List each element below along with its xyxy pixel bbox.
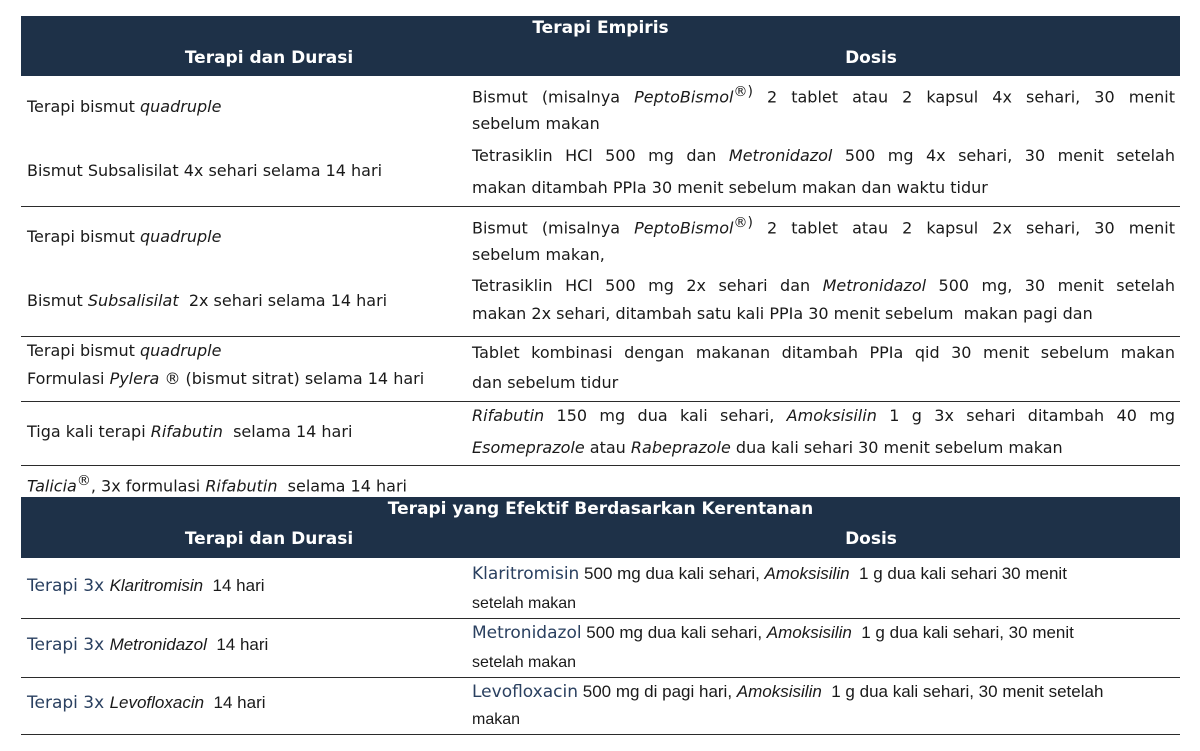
section2-col2-header: Dosis: [845, 529, 897, 549]
dose-cell: Tablet kombinasi dengan makanan ditambah PPIa qid 30 menit sebelum makan dan sebelum tidur: [472, 343, 1175, 392]
dose-cell: Bismut (misalnya PeptoBismol®) 2 tablet atau 2 kapsul 4x sehari, 30 menit sebelum makan Tetrasiklin HCl 500 mg dan Metronidazol 500 mg 4x sehari, 30 menit setelah makan ditambah PPIa 30 menit sebelum makan dan waktu tidur: [472, 84, 1176, 197]
section1-title: Terapi Empiris: [532, 18, 669, 38]
therapy-duration: Bismut Subsalisilat 4x sehari selama 14 hari: [27, 161, 383, 180]
table-row: [21, 619, 1180, 678]
table-row: [21, 337, 1180, 402]
section1-col1-header: Terapi dan Durasi: [184, 48, 354, 68]
table-row: [21, 466, 1180, 498]
table-row: [21, 558, 1180, 619]
therapy-cell: Terapi bismut quadruple Bismut Subsalisilat 4x sehari selama 14 hari: [27, 76, 457, 206]
therapy-cell: Terapi bismut quadruple Bismut Subsalisilat 2x sehari selama 14 hari: [27, 227, 388, 310]
therapy-cell: Tiga kali terapi Rifabutin selama 14 hari: [27, 422, 353, 441]
table-row: [21, 76, 1180, 207]
table-row: [21, 678, 1180, 735]
therapy-cell: Terapi 3x Metronidazol 14 hari: [27, 635, 269, 655]
section1-col2-header: Dosis: [845, 48, 897, 68]
dose-cell: Rifabutin 150 mg dua kali sehari, Amoksisilin 1 g 3x sehari ditambah 40 mg Esomeprazole atau Rabeprazole dua kali sehari 30 menit sebelum makan: [472, 406, 1176, 457]
dose-cell: Klaritromisin 500 mg dua kali sehari, Amoksisilin 1 g dua kali sehari 30 menit setelah makan: [472, 564, 1067, 612]
table-row: [21, 402, 1180, 466]
section1-header: [21, 16, 1180, 76]
table-row: [21, 207, 1180, 337]
dose-cell: Bismut (misalnya PeptoBismol®) 2 tablet atau 2 kapsul 2x sehari, 30 menit sebelum makan, Tetrasiklin HCl 500 mg 2x sehari dan Metronidazol 500 mg, 30 menit setelah makan 2x sehari, ditambah satu kali PPIa 30 menit sebelum makan pagi dan: [472, 215, 1176, 323]
dose-cell: Metronidazol 500 mg dua kali sehari, Amoksisilin 1 g dua kali sehari, 30 menit setelah makan: [472, 623, 1074, 671]
therapy-cell: Terapi 3x Klaritromisin 14 hari: [27, 576, 265, 596]
therapy-cell: Terapi 3x Levofloxacin 14 hari: [27, 693, 266, 713]
section2-header: [21, 497, 1180, 558]
section2-col1-header: Terapi dan Durasi: [184, 529, 354, 549]
dose-cell: Levofloxacin 500 mg di pagi hari, Amoksisilin 1 g dua kali sehari, 30 menit setelah makan: [472, 682, 1104, 728]
section2-title: Terapi yang Efektif Berdasarkan Kerentanan: [387, 499, 814, 519]
therapy-cell: Talicia®, 3x formulasi Rifabutin selama 14 hari: [27, 473, 407, 496]
therapy-cell: Terapi bismut quadruple Formulasi Pylera ® (bismut sitrat) selama 14 hari: [27, 341, 425, 388]
